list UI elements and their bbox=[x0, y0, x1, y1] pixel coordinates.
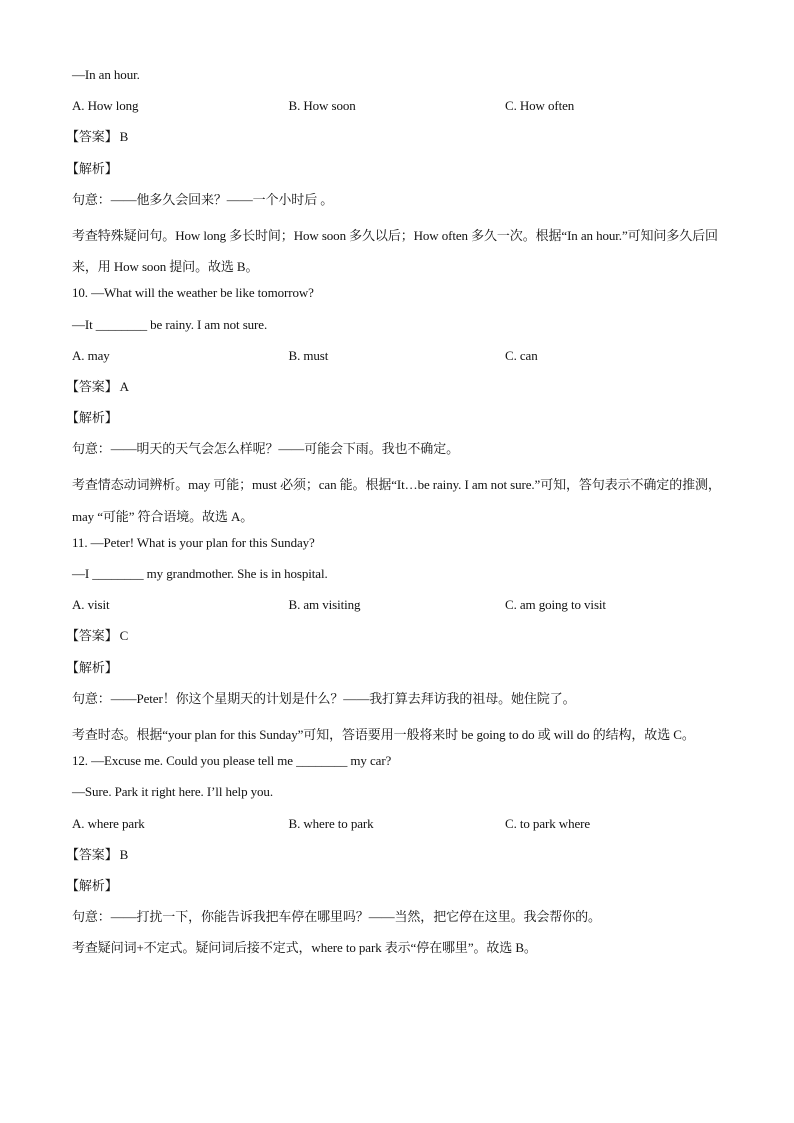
q10-explanation: 考查情态动词辨析。may 可能；must 必须；can 能。根据“It…be rainy. I am not sure.”可知，答句表示不确定的推测，may “可能” 符合语境。故选 A。 bbox=[72, 477, 721, 524]
q9-answer bbox=[66, 126, 722, 157]
q9-options bbox=[72, 95, 722, 126]
q12-answer bbox=[66, 844, 722, 875]
previous-reply: —In an hour. bbox=[72, 67, 140, 82]
q11-meaning: 句意：——Peter！你这个星期天的计划是什么？——我打算去拜访我的祖母。她住院了。 bbox=[72, 690, 576, 706]
q11-answer-value: C bbox=[119, 628, 129, 644]
q9-answer-label: 【答案】 bbox=[66, 129, 118, 145]
q12-option-b: B. where to park bbox=[288, 815, 374, 831]
q12-option-a: A. where park bbox=[72, 815, 145, 831]
document-page bbox=[66, 64, 722, 969]
q12-explanation: 考查疑问词+不定式。疑问词后接不定式，where to park 表示“停在哪里”。故选 B。 bbox=[72, 940, 537, 956]
q10-reply: —It ________ be rainy. I am not sure. bbox=[72, 316, 268, 332]
q12-answer-value: B bbox=[119, 846, 129, 862]
q10-answer-label: 【答案】 bbox=[66, 378, 118, 394]
q12-reply: —Sure. Park it right here. I’ll help you. bbox=[72, 784, 273, 800]
q10-answer-value: A bbox=[119, 378, 129, 394]
q9-answer-value: B bbox=[119, 129, 129, 145]
q10-meaning: 句意：——明天的天气会怎么样呢？——可能会下雨。我也不确定。 bbox=[72, 441, 460, 457]
q10-analysis-label: 【解析】 bbox=[66, 410, 118, 426]
q12-answer-label: 【答案】 bbox=[66, 846, 118, 862]
q12-analysis-heading bbox=[66, 875, 722, 906]
q9-analysis-heading bbox=[66, 158, 722, 189]
q12-analysis-label: 【解析】 bbox=[66, 877, 118, 893]
q12-stem: 12. —Excuse me. Could you please tell me ________ my car? bbox=[72, 753, 392, 769]
q10-option-b: B. must bbox=[288, 347, 329, 363]
q9-explanation: 考查特殊疑问句。How long 多长时间；How soon 多久以后；How often 多久一次。根据“In an hour.”可知问多久后回来，用 How soon 提问。故选 B。 bbox=[72, 227, 718, 275]
q10-option-c: C. can bbox=[505, 347, 538, 363]
q11-option-c: C. am going to visit bbox=[505, 597, 606, 613]
q10-analysis-heading bbox=[66, 407, 722, 438]
q11-explanation: 考查时态。根据“your plan for this Sunday”可知，答语要用一般将来时 be going to do 或 will do 的结构，故选 C。 bbox=[72, 727, 695, 742]
q10-options bbox=[72, 345, 722, 376]
q9-option-a: A. How long bbox=[72, 98, 139, 114]
q11-option-b: B. am visiting bbox=[288, 597, 361, 613]
q11-analysis-heading bbox=[66, 657, 722, 688]
q11-options bbox=[72, 594, 722, 625]
q10-answer bbox=[66, 376, 722, 407]
q11-option-a: A. visit bbox=[72, 597, 110, 613]
q9-option-b: B. How soon bbox=[288, 98, 356, 114]
q9-option-c: C. How often bbox=[505, 98, 575, 114]
q12-meaning: 句意：——打扰一下，你能告诉我把车停在哪里吗？——当然，把它停在这里。我会帮你的。 bbox=[72, 909, 601, 925]
q11-reply: —I ________ my grandmother. She is in hospital. bbox=[72, 566, 328, 582]
q11-answer-label: 【答案】 bbox=[66, 628, 118, 644]
q12-option-c: C. to park where bbox=[505, 815, 591, 831]
q9-analysis-label: 【解析】 bbox=[66, 160, 118, 176]
q10-option-a: A. may bbox=[72, 347, 110, 363]
q11-analysis-label: 【解析】 bbox=[66, 659, 118, 675]
q10-stem: 10. —What will the weather be like tomorrow? bbox=[72, 285, 314, 301]
q11-answer bbox=[66, 625, 722, 656]
q12-options bbox=[72, 813, 722, 844]
q11-stem: 11. —Peter! What is your plan for this Sunday? bbox=[72, 534, 315, 550]
q9-meaning: 句意：——他多久会回来？——一个小时后 。 bbox=[72, 191, 334, 207]
